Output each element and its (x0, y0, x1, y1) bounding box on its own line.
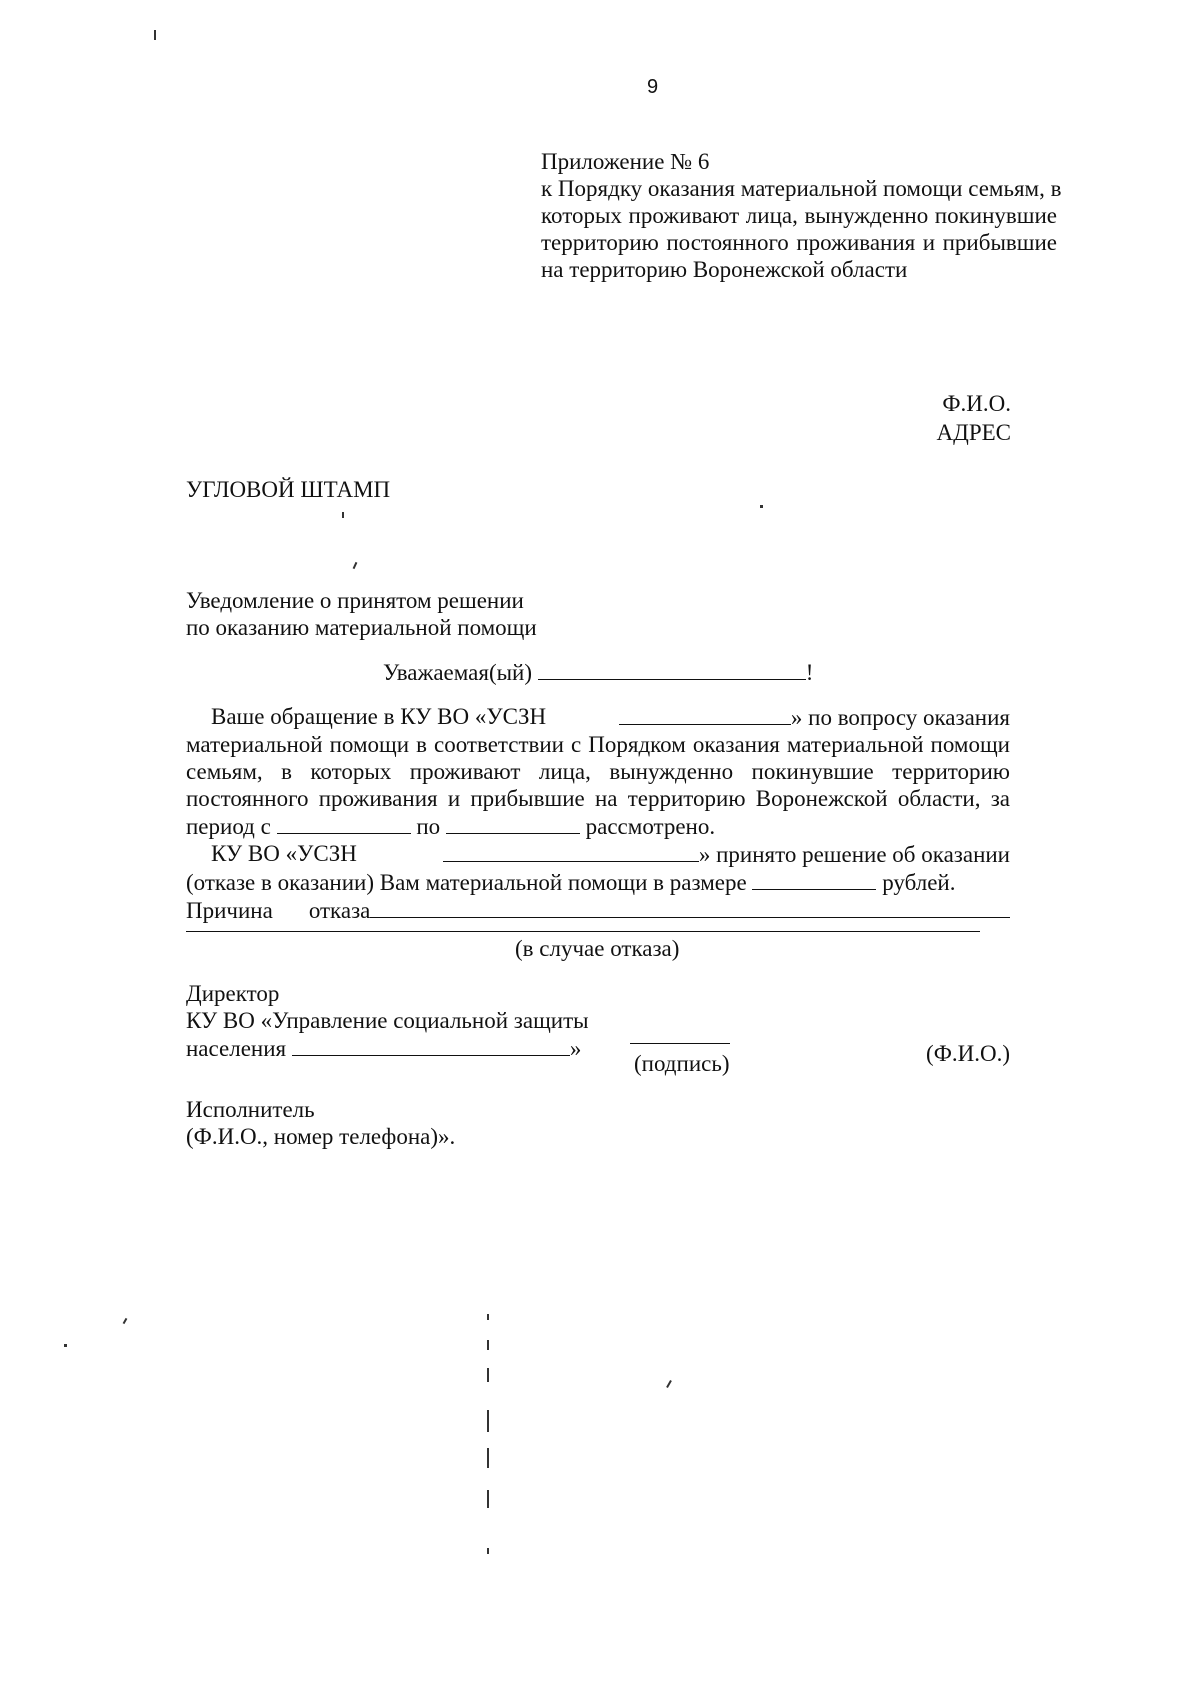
uszn-district-blank (619, 703, 791, 725)
scan-speck (342, 512, 344, 518)
executor-label: Исполнитель (186, 1097, 315, 1122)
org-district-blank (292, 1034, 570, 1056)
appendix-line: территорию постоянного проживания и прибывшие (541, 230, 1057, 255)
appendix-line: которых проживают лица, вынужденно покинувшие (541, 203, 1057, 228)
scan-speck (487, 1448, 489, 1468)
scan-speck (154, 30, 156, 40)
director-org-line-2 (186, 1034, 589, 1062)
body-appeal-start: Ваше обращение в КУ ВО «УСЗН (211, 704, 547, 729)
greeting-exclamation: ! (805, 660, 814, 685)
appendix-line: к Порядку оказания материальной помощи семьям, в (541, 176, 1062, 201)
amount-text: (отказе в оказании) Вам материальной помощи в размере (186, 870, 747, 895)
notice-title-line: по оказанию материальной помощи (186, 615, 537, 640)
uszn-district-blank-2 (443, 840, 699, 862)
decision-start: КУ ВО «УСЗН (211, 841, 357, 866)
scan-speck (487, 1490, 489, 1508)
considered-text: рассмотрено. (585, 814, 716, 839)
director-title: Директор (186, 981, 280, 1006)
org-quote-end: » (569, 1036, 582, 1061)
org-population-label: населения (186, 1036, 287, 1061)
appendix-block (541, 148, 1062, 283)
scan-speck (487, 1368, 489, 1382)
notice-body (186, 703, 1010, 924)
scan-speck (487, 1340, 489, 1350)
director-org-line-1: КУ ВО «Управление социальной защиты (186, 1008, 589, 1033)
fio-caption: (Ф.И.О.) (926, 1041, 1010, 1066)
scan-speck (666, 1380, 672, 1388)
signature-caption: (подпись) (634, 1051, 730, 1076)
page-number: 9 (647, 76, 659, 98)
addressee-name: Ф.И.О. (942, 391, 1011, 416)
scan-speck (123, 1318, 128, 1324)
reason-blank-line-2 (186, 931, 980, 932)
signature-blank (630, 1043, 730, 1044)
appendix-line: на территорию Воронежской области (541, 257, 908, 282)
reason-line (186, 896, 1010, 924)
reason-label-1: Причина (186, 898, 273, 923)
scan-speck (353, 562, 358, 569)
body-line-2: материальной помощи в соответствии с Порядком оказания материальной помощи (186, 732, 1010, 757)
reason-label-2: отказа (308, 898, 371, 923)
scan-speck (64, 1344, 67, 1347)
scan-speck (760, 505, 763, 508)
addressee-address: АДРЕС (936, 420, 1011, 445)
scan-speck (487, 1314, 489, 1320)
greeting (383, 658, 813, 686)
executor-block (186, 1096, 455, 1150)
period-from-label: период с (186, 814, 271, 839)
addressee-block (937, 390, 1011, 446)
body-period-line (186, 812, 1010, 840)
scan-speck (487, 1548, 489, 1554)
appendix-title: Приложение № 6 (541, 149, 710, 174)
period-from-blank (277, 812, 411, 834)
corner-stamp-label: УГЛОВОЙ ШТАМП (186, 477, 391, 502)
signature-block (186, 980, 589, 1062)
notice-title-line: Уведомление о принятом решении (186, 588, 524, 613)
scan-speck (487, 1410, 489, 1432)
body-line-4: постоянного проживания и прибывшие на территорию Воронежской области, за (186, 786, 1010, 811)
amount-blank (752, 868, 876, 890)
body-amount-line (186, 868, 1010, 896)
period-to-blank (446, 812, 580, 834)
reason-note: (в случае отказа) (515, 936, 680, 961)
recipient-name-blank (538, 658, 806, 680)
decision-after: » принято решение об оказании (698, 842, 1010, 867)
executor-details: (Ф.И.О., номер телефона)». (186, 1124, 456, 1149)
body-decision-line (186, 840, 1010, 868)
currency-text: рублей. (882, 870, 956, 895)
body-line-3: семьям, в которых проживают лица, вынужденно покинувшие территорию (186, 759, 1010, 784)
body-appeal-after: » по вопросу оказания (790, 705, 1010, 730)
reason-blank (370, 896, 1010, 918)
period-to-label: по (416, 814, 441, 839)
notice-title (186, 587, 537, 641)
greeting-text: Уважаемая(ый) (383, 660, 533, 685)
body-line-1 (186, 703, 1010, 731)
